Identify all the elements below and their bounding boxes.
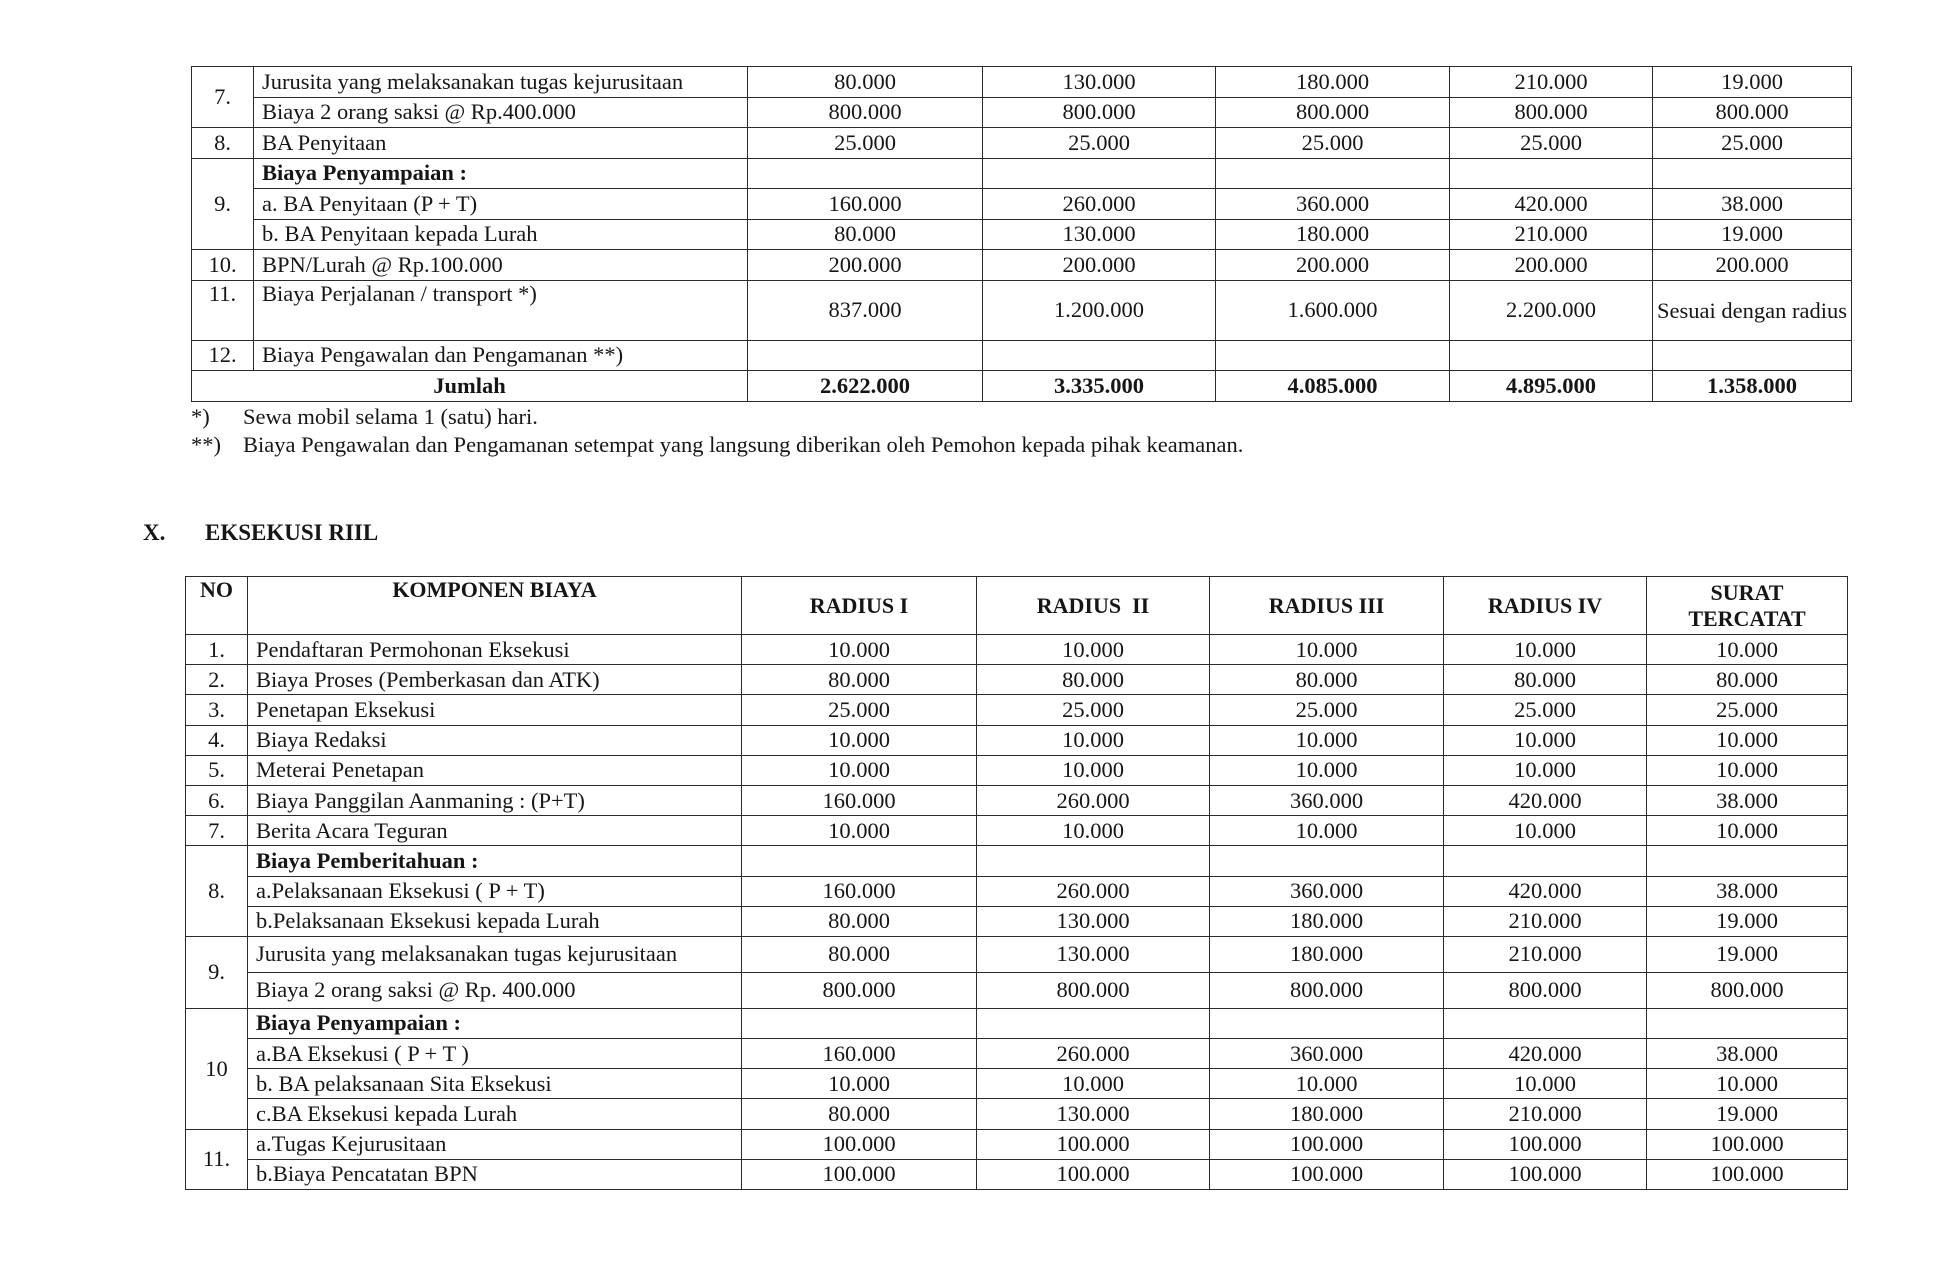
cost-component: a.Tugas Kejurusitaan	[248, 1129, 742, 1159]
footnote	[191, 432, 1243, 458]
surat-tercatat-value: Sesuai dengan radius	[1653, 280, 1852, 340]
radius-3-value: 360.000	[1210, 785, 1444, 815]
header-radius-2: RADIUS II	[977, 577, 1210, 635]
radius-2-value: 100.000	[977, 1129, 1210, 1159]
table-header-row	[186, 577, 1848, 635]
radius-1-value: 100.000	[742, 1159, 977, 1189]
radius-4-value: 800.000	[1444, 972, 1647, 1008]
radius-4-value: 80.000	[1444, 665, 1647, 695]
header-no: NO	[186, 577, 248, 635]
surat-tercatat-value: 10.000	[1647, 1069, 1848, 1099]
radius-3-value	[1216, 340, 1450, 371]
radius-4-value	[1450, 340, 1653, 371]
radius-2-value: 25.000	[977, 695, 1210, 725]
surat-tercatat-value: 19.000	[1653, 67, 1852, 98]
cost-component: b. BA Penyitaan kepada Lurah	[254, 219, 748, 250]
radius-1-value	[742, 1008, 977, 1038]
table-row	[192, 250, 1852, 281]
cost-component: Biaya Panggilan Aanmaning : (P+T)	[248, 785, 742, 815]
total-row	[192, 371, 1852, 402]
row-number: 10.	[192, 250, 254, 281]
radius-3-value: 360.000	[1216, 189, 1450, 220]
total-radius-3: 4.085.000	[1216, 371, 1450, 402]
table-row	[186, 1069, 1848, 1099]
table-row	[186, 665, 1848, 695]
header-surat-tercatat	[1647, 577, 1848, 635]
radius-2-value: 130.000	[977, 1099, 1210, 1129]
cost-component: a.BA Eksekusi ( P + T )	[248, 1039, 742, 1069]
footnote-text: Biaya Pengawalan dan Pengamanan setempat yang langsung diberikan oleh Pemohon kepada pihak keamanan.	[243, 432, 1244, 457]
surat-tercatat-value: 800.000	[1653, 97, 1852, 128]
radius-2-value: 10.000	[977, 755, 1210, 785]
footnote-text: Sewa mobil selama 1 (satu) hari.	[243, 404, 538, 429]
table-row	[192, 128, 1852, 159]
radius-4-value	[1444, 1008, 1647, 1038]
radius-4-value: 210.000	[1444, 906, 1647, 936]
radius-3-value: 180.000	[1216, 67, 1450, 98]
cost-component: Pendaftaran Permohonan Eksekusi	[248, 635, 742, 665]
table-row	[186, 1008, 1848, 1038]
surat-tercatat-value: 200.000	[1653, 250, 1852, 281]
radius-3-value	[1210, 846, 1444, 876]
row-number: 8.	[186, 846, 248, 937]
radius-3-value: 100.000	[1210, 1159, 1444, 1189]
radius-2-value: 80.000	[977, 665, 1210, 695]
radius-3-value: 360.000	[1210, 1039, 1444, 1069]
row-number: 7.	[192, 67, 254, 128]
table-row	[186, 906, 1848, 936]
radius-1-value: 80.000	[742, 906, 977, 936]
radius-2-value: 10.000	[977, 1069, 1210, 1099]
radius-4-value: 10.000	[1444, 816, 1647, 846]
total-label: Jumlah	[192, 371, 748, 402]
surat-tercatat-value: 80.000	[1647, 665, 1848, 695]
radius-4-value: 210.000	[1444, 1099, 1647, 1129]
radius-4-value: 10.000	[1444, 725, 1647, 755]
row-number: 6.	[186, 785, 248, 815]
radius-2-value: 25.000	[983, 128, 1216, 159]
table-row	[186, 1039, 1848, 1069]
row-number: 4.	[186, 725, 248, 755]
radius-2-value: 100.000	[977, 1159, 1210, 1189]
radius-3-value: 1.600.000	[1216, 280, 1450, 340]
cost-component: Biaya Perjalanan / transport *)	[254, 280, 748, 340]
radius-1-value: 800.000	[742, 972, 977, 1008]
eksekusi-riil-cost-table	[185, 576, 1848, 1190]
cost-component: Penetapan Eksekusi	[248, 695, 742, 725]
surat-tercatat-value: 100.000	[1647, 1129, 1848, 1159]
radius-4-value	[1450, 158, 1653, 189]
radius-2-value: 260.000	[977, 1039, 1210, 1069]
radius-4-value: 10.000	[1444, 635, 1647, 665]
cost-component: b.Biaya Pencatatan BPN	[248, 1159, 742, 1189]
radius-1-value: 80.000	[742, 936, 977, 972]
surat-tercatat-value: 10.000	[1647, 725, 1848, 755]
radius-4-value: 420.000	[1450, 189, 1653, 220]
header-radius-1: RADIUS I	[742, 577, 977, 635]
cost-group-heading: Biaya Penyampaian :	[248, 1008, 742, 1038]
radius-1-value: 10.000	[742, 1069, 977, 1099]
cost-group-heading: Biaya Penyampaian :	[254, 158, 748, 189]
radius-3-value: 10.000	[1210, 1069, 1444, 1099]
section-number: X.	[143, 520, 166, 545]
radius-2-value: 260.000	[977, 785, 1210, 815]
table-row	[186, 1159, 1848, 1189]
radius-1-value: 10.000	[742, 635, 977, 665]
table-row	[186, 936, 1848, 972]
table-row	[192, 189, 1852, 220]
cost-component: Biaya Redaksi	[248, 725, 742, 755]
surat-tercatat-value: 19.000	[1653, 219, 1852, 250]
cost-component: c.BA Eksekusi kepada Lurah	[248, 1099, 742, 1129]
radius-3-value: 180.000	[1210, 906, 1444, 936]
cost-component: a.Pelaksanaan Eksekusi ( P + T)	[248, 876, 742, 906]
cost-component: Jurusita yang melaksanakan tugas kejurusitaan	[248, 936, 742, 972]
surat-tercatat-value: 25.000	[1647, 695, 1848, 725]
section-heading	[143, 520, 378, 546]
surat-tercatat-value: 800.000	[1647, 972, 1848, 1008]
radius-1-value: 100.000	[742, 1129, 977, 1159]
radius-3-value: 800.000	[1216, 97, 1450, 128]
radius-4-value: 420.000	[1444, 785, 1647, 815]
table-row	[186, 725, 1848, 755]
radius-1-value: 10.000	[742, 755, 977, 785]
header-surat-line-2: TERCATAT	[1688, 605, 1806, 631]
cost-component: Biaya Pengawalan dan Pengamanan **)	[254, 340, 748, 371]
header-surat-line-1: SURAT	[1710, 579, 1784, 605]
radius-2-value: 800.000	[977, 972, 1210, 1008]
radius-3-value: 10.000	[1210, 755, 1444, 785]
radius-2-value: 260.000	[983, 189, 1216, 220]
total-radius-1: 2.622.000	[748, 371, 983, 402]
radius-3-value: 25.000	[1210, 695, 1444, 725]
cost-component: a. BA Penyitaan (P + T)	[254, 189, 748, 220]
row-number: 3.	[186, 695, 248, 725]
cost-component: Biaya Proses (Pemberkasan dan ATK)	[248, 665, 742, 695]
cost-component: Meterai Penetapan	[248, 755, 742, 785]
radius-4-value: 420.000	[1444, 1039, 1647, 1069]
radius-2-value: 130.000	[977, 936, 1210, 972]
radius-3-value: 180.000	[1216, 219, 1450, 250]
radius-1-value	[748, 158, 983, 189]
cost-component: Jurusita yang melaksanakan tugas kejurusitaan	[254, 67, 748, 98]
row-number: 11.	[192, 280, 254, 340]
row-number: 9.	[192, 158, 254, 250]
radius-4-value: 800.000	[1450, 97, 1653, 128]
cost-component: BA Penyitaan	[254, 128, 748, 159]
radius-1-value	[742, 846, 977, 876]
radius-4-value: 210.000	[1450, 219, 1653, 250]
surat-tercatat-value: 100.000	[1647, 1159, 1848, 1189]
radius-4-value	[1444, 846, 1647, 876]
table-row	[186, 1129, 1848, 1159]
radius-4-value: 210.000	[1450, 67, 1653, 98]
radius-3-value: 10.000	[1210, 816, 1444, 846]
surat-tercatat-value	[1653, 158, 1852, 189]
radius-3-value: 80.000	[1210, 665, 1444, 695]
table-row	[186, 755, 1848, 785]
radius-3-value: 25.000	[1216, 128, 1450, 159]
cost-group-heading: Biaya Pemberitahuan :	[248, 846, 742, 876]
radius-3-value	[1210, 1008, 1444, 1038]
radius-4-value: 200.000	[1450, 250, 1653, 281]
radius-1-value	[748, 340, 983, 371]
surat-tercatat-value	[1653, 340, 1852, 371]
row-number: 8.	[192, 128, 254, 159]
row-number: 11.	[186, 1129, 248, 1189]
cost-component: Biaya 2 orang saksi @ Rp. 400.000	[248, 972, 742, 1008]
footnote-mark: *)	[191, 404, 210, 429]
radius-2-value: 260.000	[977, 876, 1210, 906]
radius-1-value: 160.000	[748, 189, 983, 220]
table-row	[186, 635, 1848, 665]
radius-2-value: 800.000	[983, 97, 1216, 128]
radius-3-value: 100.000	[1210, 1129, 1444, 1159]
table-row	[192, 340, 1852, 371]
radius-1-value: 837.000	[748, 280, 983, 340]
radius-1-value: 25.000	[742, 695, 977, 725]
radius-2-value: 10.000	[977, 816, 1210, 846]
surat-tercatat-value: 19.000	[1647, 1099, 1848, 1129]
radius-4-value: 210.000	[1444, 936, 1647, 972]
table-row	[186, 972, 1848, 1008]
radius-3-value	[1216, 158, 1450, 189]
radius-4-value: 420.000	[1444, 876, 1647, 906]
header-radius-3: RADIUS III	[1210, 577, 1444, 635]
surat-tercatat-value: 38.000	[1653, 189, 1852, 220]
radius-4-value: 10.000	[1444, 1069, 1647, 1099]
radius-3-value: 180.000	[1210, 936, 1444, 972]
surat-tercatat-value: 38.000	[1647, 785, 1848, 815]
radius-1-value: 80.000	[748, 219, 983, 250]
radius-1-value: 10.000	[742, 725, 977, 755]
row-number: 1.	[186, 635, 248, 665]
footnote-mark: **)	[191, 432, 221, 457]
total-radius-4: 4.895.000	[1450, 371, 1653, 402]
radius-2-value	[977, 1008, 1210, 1038]
row-number: 10	[186, 1008, 248, 1129]
radius-1-value: 160.000	[742, 1039, 977, 1069]
radius-2-value	[983, 158, 1216, 189]
cost-component: b.Pelaksanaan Eksekusi kepada Lurah	[248, 906, 742, 936]
radius-1-value: 160.000	[742, 785, 977, 815]
row-number: 2.	[186, 665, 248, 695]
radius-4-value: 25.000	[1450, 128, 1653, 159]
surat-tercatat-value	[1647, 1008, 1848, 1038]
radius-3-value: 200.000	[1216, 250, 1450, 281]
cost-component: Berita Acara Teguran	[248, 816, 742, 846]
radius-2-value: 1.200.000	[983, 280, 1216, 340]
surat-tercatat-value: 38.000	[1647, 1039, 1848, 1069]
surat-tercatat-value: 19.000	[1647, 936, 1848, 972]
radius-1-value: 10.000	[742, 816, 977, 846]
section-title: EKSEKUSI RIIL	[205, 520, 379, 545]
radius-4-value: 10.000	[1444, 755, 1647, 785]
radius-3-value: 10.000	[1210, 635, 1444, 665]
radius-4-value: 100.000	[1444, 1129, 1647, 1159]
table-row	[186, 785, 1848, 815]
table-row	[192, 219, 1852, 250]
row-number: 9.	[186, 936, 248, 1008]
radius-2-value: 130.000	[983, 67, 1216, 98]
radius-4-value: 2.200.000	[1450, 280, 1653, 340]
radius-2-value: 200.000	[983, 250, 1216, 281]
table-row	[192, 97, 1852, 128]
cost-component: BPN/Lurah @ Rp.100.000	[254, 250, 748, 281]
radius-2-value	[977, 846, 1210, 876]
surat-tercatat-value: 10.000	[1647, 755, 1848, 785]
table-row	[186, 695, 1848, 725]
radius-1-value: 80.000	[742, 665, 977, 695]
radius-1-value: 25.000	[748, 128, 983, 159]
surat-tercatat-value: 19.000	[1647, 906, 1848, 936]
surat-tercatat-value	[1647, 846, 1848, 876]
radius-3-value: 10.000	[1210, 725, 1444, 755]
row-number: 12.	[192, 340, 254, 371]
table-row	[186, 846, 1848, 876]
total-radius-2: 3.335.000	[983, 371, 1216, 402]
radius-1-value: 80.000	[742, 1099, 977, 1129]
surat-tercatat-value: 38.000	[1647, 876, 1848, 906]
radius-2-value	[983, 340, 1216, 371]
radius-1-value: 80.000	[748, 67, 983, 98]
radius-1-value: 160.000	[742, 876, 977, 906]
row-number: 7.	[186, 816, 248, 846]
radius-3-value: 800.000	[1210, 972, 1444, 1008]
radius-4-value: 25.000	[1444, 695, 1647, 725]
surat-tercatat-value: 10.000	[1647, 816, 1848, 846]
radius-1-value: 200.000	[748, 250, 983, 281]
radius-2-value: 10.000	[977, 725, 1210, 755]
surat-tercatat-value: 10.000	[1647, 635, 1848, 665]
cost-table-continued	[191, 66, 1852, 402]
surat-tercatat-value: 25.000	[1653, 128, 1852, 159]
radius-2-value: 130.000	[977, 906, 1210, 936]
table-row	[186, 876, 1848, 906]
header-radius-4: RADIUS IV	[1444, 577, 1647, 635]
radius-3-value: 360.000	[1210, 876, 1444, 906]
radius-1-value: 800.000	[748, 97, 983, 128]
table-row	[186, 1099, 1848, 1129]
radius-3-value: 180.000	[1210, 1099, 1444, 1129]
radius-2-value: 10.000	[977, 635, 1210, 665]
header-komponen-biaya: KOMPONEN BIAYA	[248, 577, 742, 635]
table-row	[192, 280, 1852, 340]
total-surat-tercatat: 1.358.000	[1653, 371, 1852, 402]
cost-component: b. BA pelaksanaan Sita Eksekusi	[248, 1069, 742, 1099]
table-row	[192, 158, 1852, 189]
radius-4-value: 100.000	[1444, 1159, 1647, 1189]
table-row	[186, 816, 1848, 846]
cost-component: Biaya 2 orang saksi @ Rp.400.000	[254, 97, 748, 128]
footnote	[191, 404, 538, 430]
table-row	[192, 67, 1852, 98]
row-number: 5.	[186, 755, 248, 785]
radius-2-value: 130.000	[983, 219, 1216, 250]
